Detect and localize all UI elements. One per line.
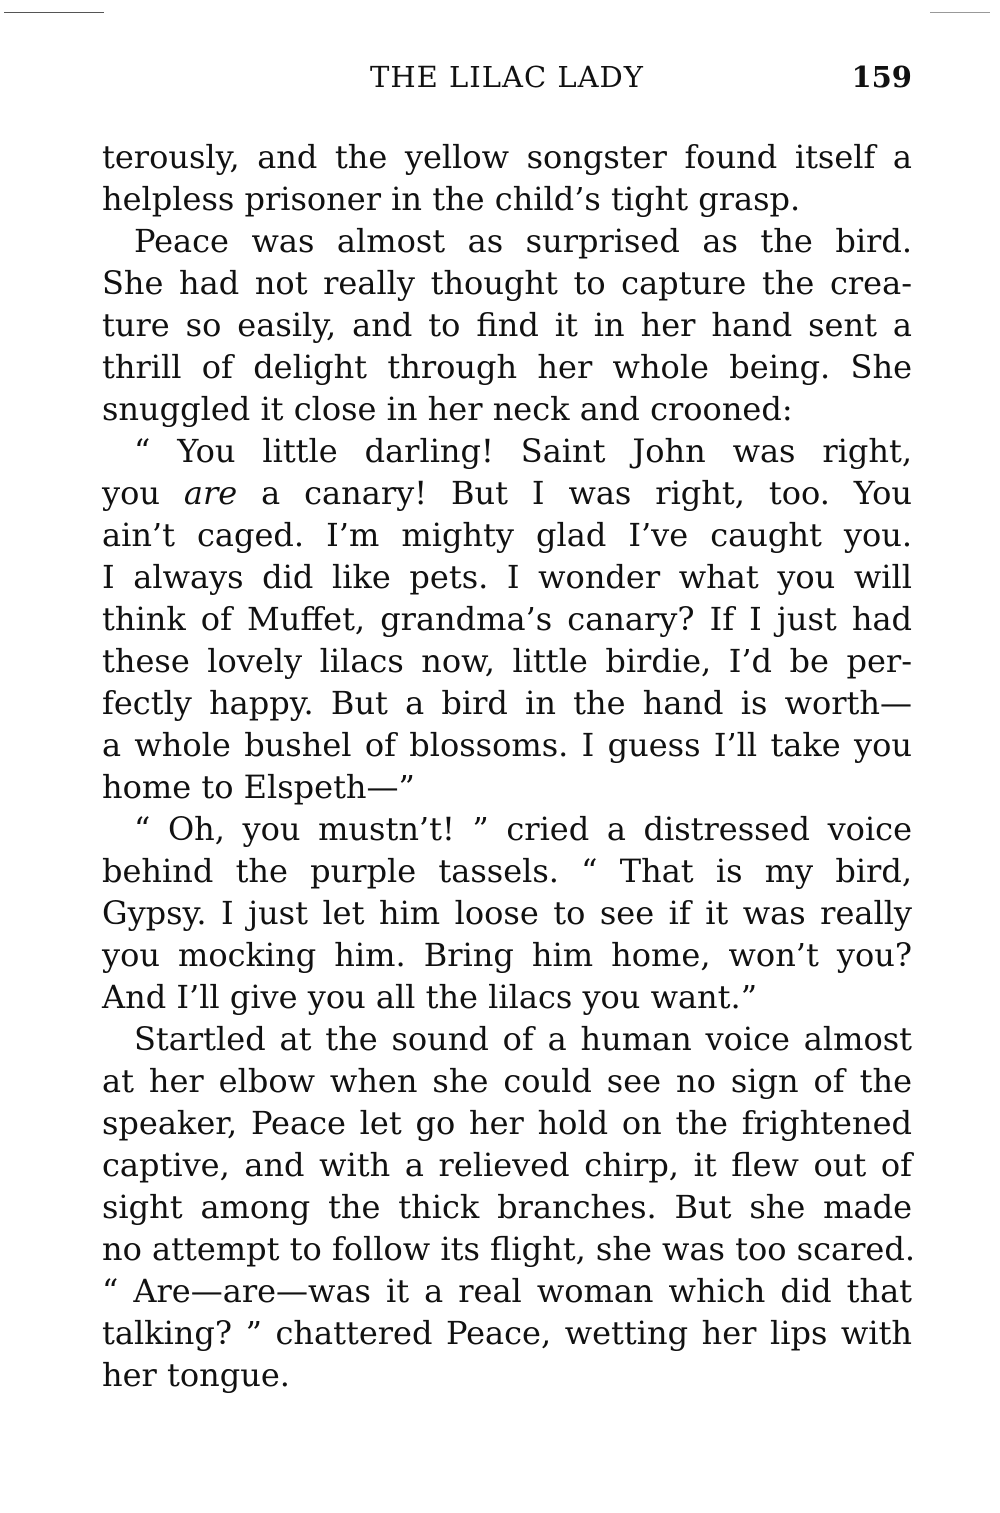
text-line <box>102 766 912 808</box>
text-line-content: Gypsy. I just let him loose to see if it was really <box>102 894 912 932</box>
text-line-content: Startled at the sound of a human voice almost <box>134 1020 912 1058</box>
text-line-content: think of Muffet, grandma’s canary? If I just had <box>102 600 912 638</box>
text-line <box>102 304 912 346</box>
text-line-content: Peace was almost as surprised as the bird. <box>134 222 912 260</box>
text-line <box>102 1018 912 1060</box>
text-line-content: captive, and with a relieved chirp, it flew out of <box>102 1146 912 1184</box>
text-line <box>102 388 912 430</box>
text-line-content: speaker, Peace let go her hold on the frightened <box>102 1104 912 1142</box>
text-line-content: fectly happy. But a bird in the hand is worth— <box>102 684 912 722</box>
text-line <box>102 808 912 850</box>
text-line <box>102 598 912 640</box>
text-line-content: these lovely lilacs now, little birdie, I’d be per- <box>102 642 912 680</box>
text-line <box>102 472 912 514</box>
text-line <box>102 346 912 388</box>
text-line <box>102 682 912 724</box>
text-line <box>102 430 912 472</box>
text-line <box>102 1060 912 1102</box>
text-line <box>102 1312 912 1354</box>
text-line-content: you <box>102 474 184 512</box>
text-line-content: no attempt to follow its flight, she was too scared. <box>102 1230 915 1268</box>
text-line <box>102 724 912 766</box>
text-line-content: “ You little darling! Saint John was right, <box>134 432 912 470</box>
text-line <box>102 1186 912 1228</box>
text-line-content: snuggled it close in her neck and crooned: <box>102 390 793 428</box>
text-line-content: She had not really thought to capture the crea- <box>102 264 912 302</box>
text-line-content: I always did like pets. I wonder what you will <box>102 558 912 596</box>
text-line <box>102 514 912 556</box>
text-line-content: helpless prisoner in the child’s tight grasp. <box>102 180 801 218</box>
text-line <box>102 1102 912 1144</box>
text-line-content: ture so easily, and to find it in her hand sent a <box>102 306 912 344</box>
text-line-content: her tongue. <box>102 1356 290 1394</box>
text-line-content: “ Oh, you mustn’t! ” cried a distressed voice <box>134 810 912 848</box>
text-line <box>102 640 912 682</box>
text-line-content: behind the purple tassels. “ That is my bird, <box>102 852 912 890</box>
body-text <box>102 136 915 1396</box>
text-line <box>102 850 912 892</box>
text-line <box>102 136 912 178</box>
text-line-content: you mocking him. Bring him home, won’t you? <box>102 936 912 974</box>
text-line <box>102 262 912 304</box>
text-line-content: terously, and the yellow songster found itself a <box>102 138 912 176</box>
text-line-content: a whole bushel of blossoms. I guess I’ll take you <box>102 726 912 764</box>
text-line-content: And I’ll give you all the lilacs you want.” <box>102 978 758 1016</box>
italic-word: are <box>183 474 238 512</box>
text-line-content: a canary! But I was right, too. You <box>237 474 913 512</box>
text-line <box>102 178 912 220</box>
text-line <box>102 220 912 262</box>
text-line <box>102 1228 915 1270</box>
text-line <box>102 556 912 598</box>
text-line-content: home to Elspeth—” <box>102 768 415 806</box>
text-line <box>102 934 912 976</box>
text-line <box>102 892 912 934</box>
page-number: 159 <box>851 60 912 94</box>
text-line-content: ain’t caged. I’m mighty glad I’ve caught you. <box>102 516 912 554</box>
text-line-content: at her elbow when she could see no sign of the <box>102 1062 912 1100</box>
text-line-content: sight among the thick branches. But she made <box>102 1188 912 1226</box>
scan-artifact-right <box>930 12 990 13</box>
running-title: THE LILAC LADY <box>370 60 644 94</box>
text-line <box>102 1144 912 1186</box>
scan-artifact-left <box>4 12 104 13</box>
text-line <box>102 1270 912 1312</box>
text-line-content: “ Are—are—was it a real woman which did that <box>102 1272 912 1310</box>
text-line <box>102 1354 912 1396</box>
text-line-content: thrill of delight through her whole being. She <box>102 348 912 386</box>
page-header <box>102 60 912 100</box>
text-line <box>102 976 912 1018</box>
text-line-content: talking? ” chattered Peace, wetting her lips with <box>102 1314 912 1352</box>
